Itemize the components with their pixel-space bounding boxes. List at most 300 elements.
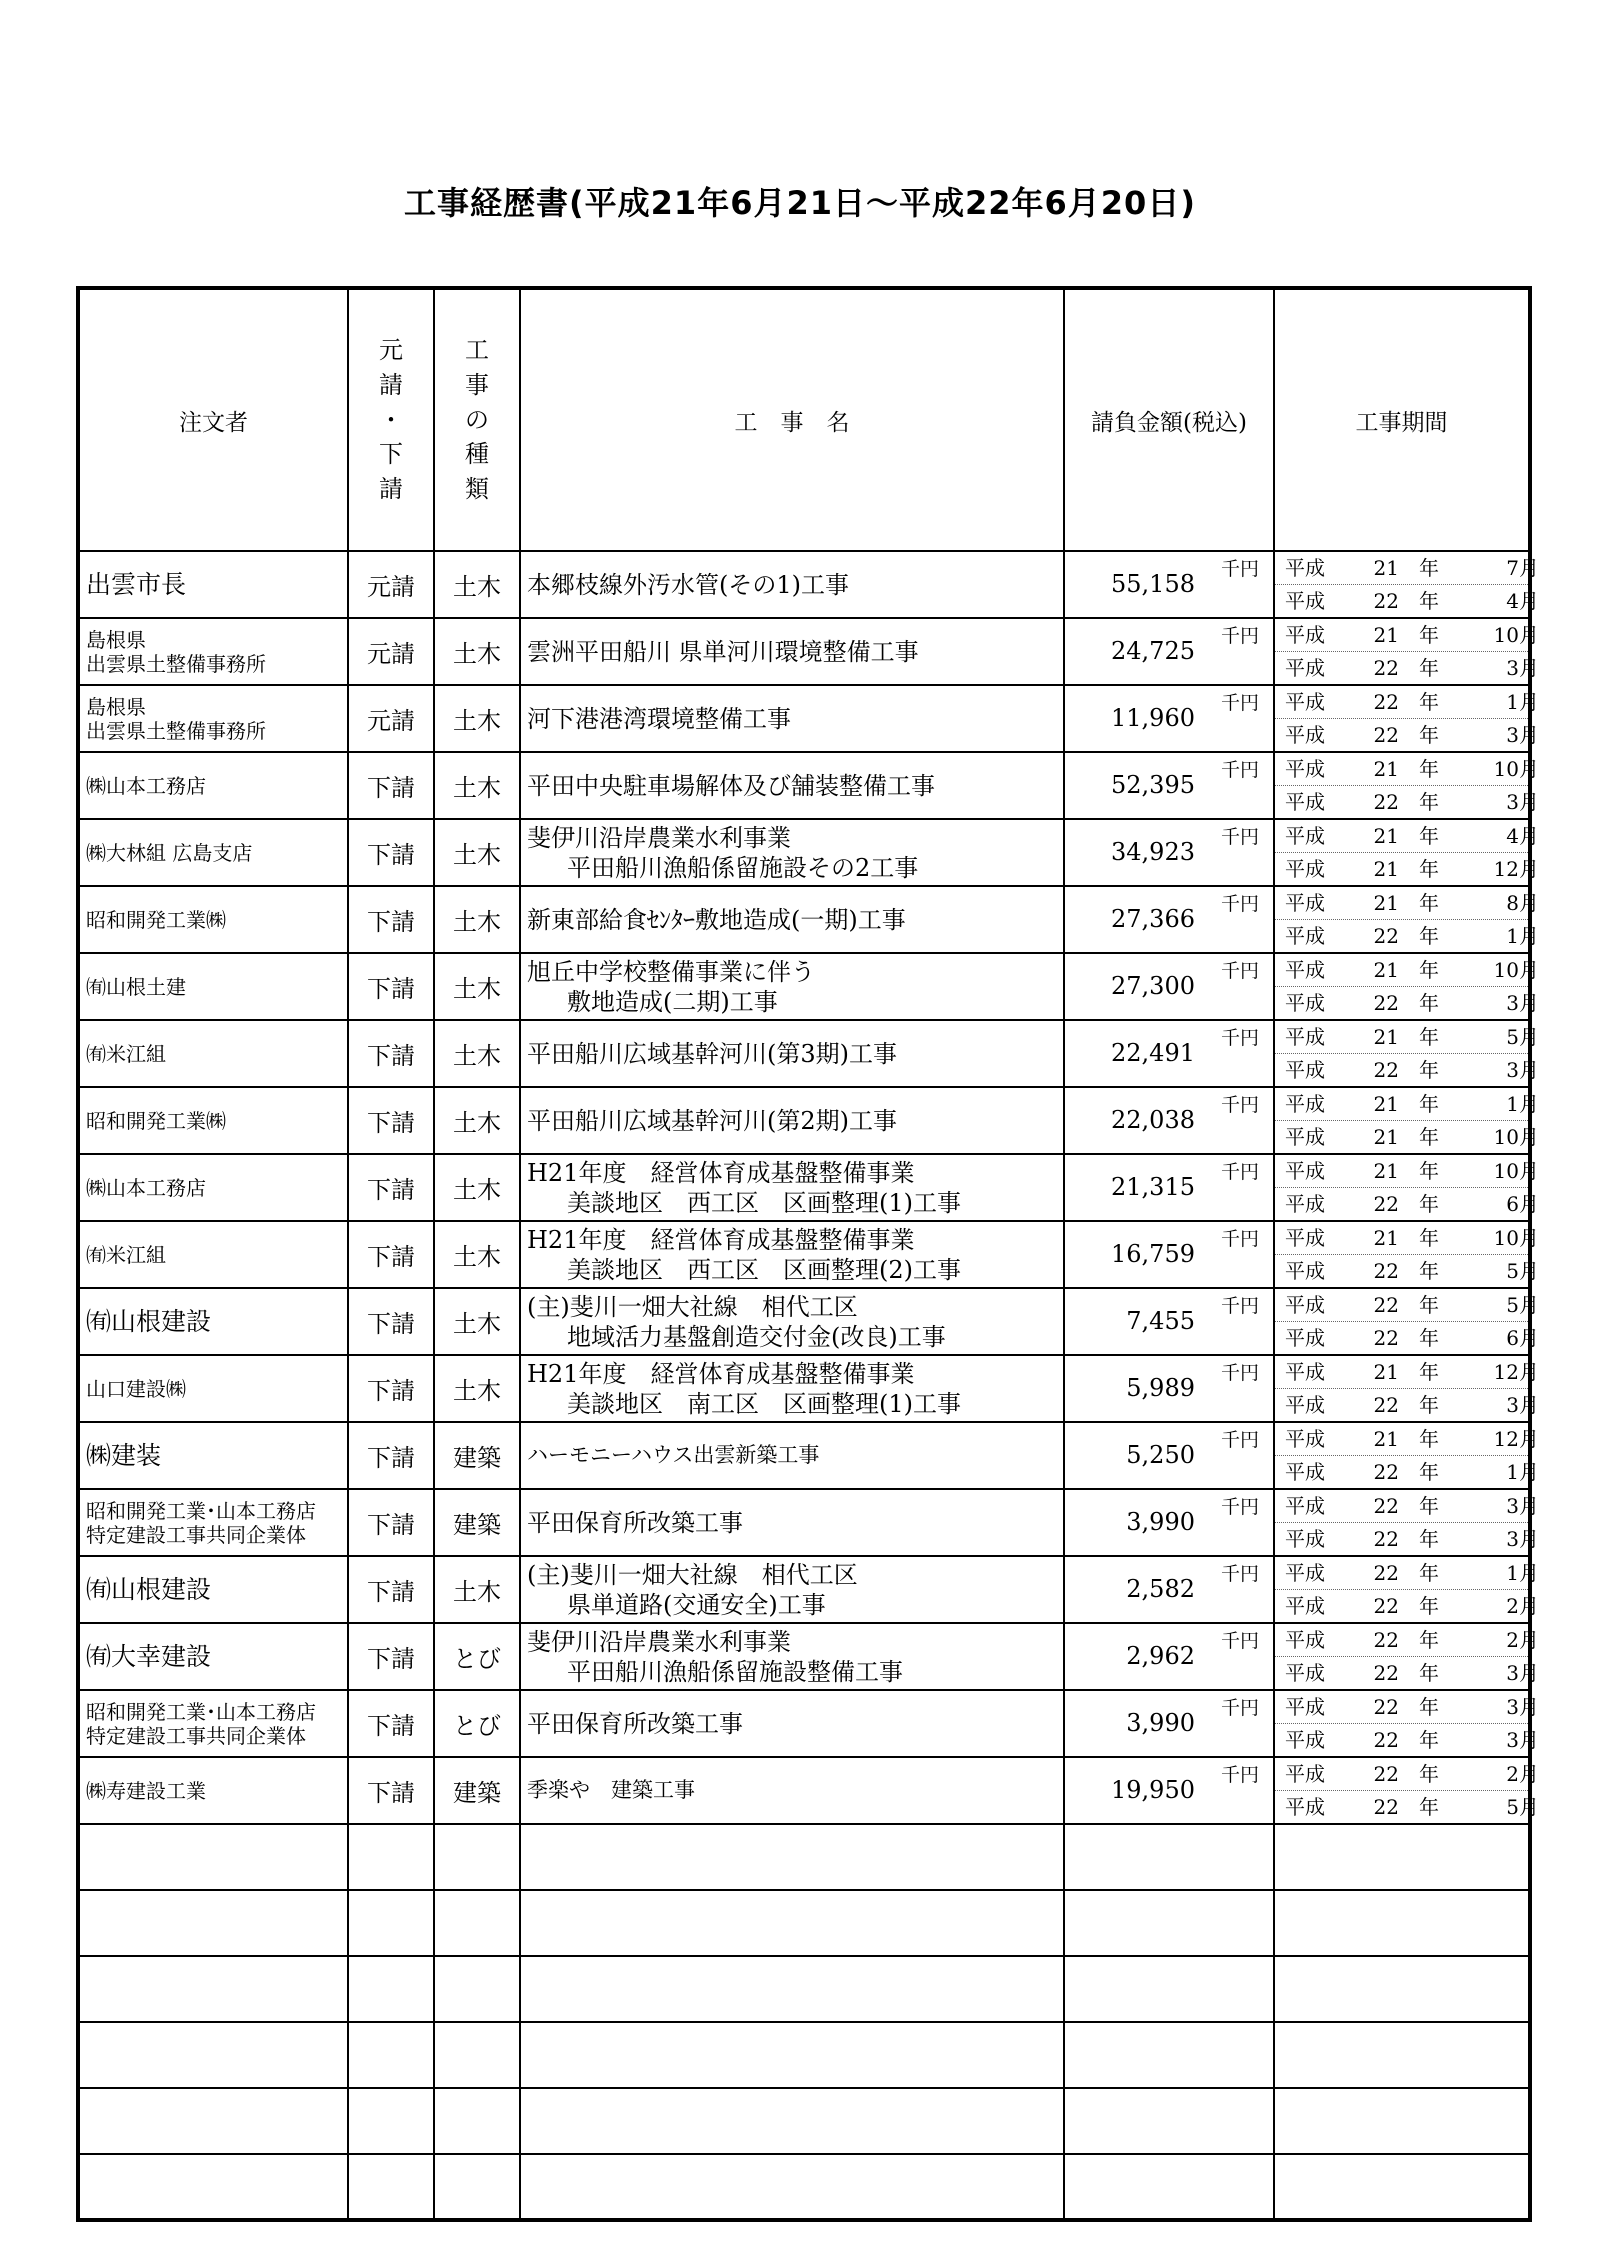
month-value: 2 [1506,1628,1519,1652]
era-label: 平成 [1285,1125,1325,1149]
client-cell [78,886,348,953]
month-value: 5 [1506,1259,1519,1283]
month-value: 10 [1493,1159,1519,1183]
amount-value: 27,300 [1111,972,1195,1000]
month-label: 月 [1519,1628,1539,1652]
project-name-line: H21年度 経営体育成基盤整備事業 [527,1158,915,1187]
period-start [1275,1222,1539,1254]
era-label: 平成 [1285,1561,1325,1585]
empty-cell [520,1890,1064,1956]
amount-unit: 千円 [1220,1295,1259,1317]
contract-type-cell: 元請 [348,551,434,618]
period-cell [1274,752,1539,819]
era-label: 平成 [1285,757,1325,781]
project-name-line: (主)斐川一畑大社線 相代工区 [527,1292,858,1321]
table-row [78,1020,1530,1087]
era-label: 平成 [1285,1226,1325,1250]
month-value: 4 [1506,824,1519,848]
work-kind-cell: 土木 [434,752,520,819]
period-end [1275,1723,1539,1756]
period-start [1275,887,1539,919]
contract-type-cell: 下請 [348,1087,434,1154]
month-label: 月 [1519,1527,1539,1551]
client-cell [78,1288,348,1355]
month-label: 月 [1519,857,1539,881]
client-line: 特定建設工事共同企業体 [86,1723,306,1748]
amount-cell [1064,1020,1274,1087]
empty-cell [1064,2154,1274,2220]
month-value: 3 [1506,991,1519,1015]
year-value: 22 [1373,1561,1399,1585]
month-label: 月 [1519,1293,1539,1317]
amount-unit: 千円 [1220,625,1259,647]
empty-cell [78,2088,348,2154]
empty-row [78,1890,1530,1956]
empty-cell [1274,2154,1530,2220]
year-label: 年 [1419,1460,1439,1484]
client-cell [78,618,348,685]
work-kind-cell: 土木 [434,1556,520,1623]
year-value: 22 [1373,1494,1399,1518]
table-row [78,685,1530,752]
month-label: 月 [1519,1058,1539,1082]
amount-value: 24,725 [1111,637,1195,665]
empty-cell [520,2154,1064,2220]
table-row [78,1355,1530,1422]
header-amount: 請負金額(税込) [1064,288,1274,551]
period-end [1275,718,1539,751]
month-label: 月 [1519,757,1539,781]
era-label: 平成 [1285,891,1325,915]
table-row [78,752,1530,819]
year-label: 年 [1419,857,1439,881]
era-label: 平成 [1285,1527,1325,1551]
year-label: 年 [1419,1594,1439,1618]
period-end [1275,1388,1539,1421]
era-label: 平成 [1285,1025,1325,1049]
work-kind-cell: 土木 [434,685,520,752]
year-label: 年 [1419,1360,1439,1384]
table-row [78,1623,1530,1690]
empty-cell [78,1890,348,1956]
period-end [1275,785,1539,818]
year-label: 年 [1419,1125,1439,1149]
header-work-kind [434,288,520,551]
year-label: 年 [1419,790,1439,814]
era-label: 平成 [1285,1293,1325,1317]
empty-cell [1064,1956,1274,2022]
contract-type-char: 元 [379,336,403,364]
year-value: 22 [1373,1058,1399,1082]
period-start [1275,1557,1539,1589]
contract-type-cell: 下請 [348,1422,434,1489]
year-value: 22 [1373,1762,1399,1786]
month-label: 月 [1519,589,1539,613]
client-line: ㈲米江組 [86,1041,166,1066]
year-value: 22 [1373,1594,1399,1618]
year-label: 年 [1419,1661,1439,1685]
client-cell [78,953,348,1020]
year-label: 年 [1419,1527,1439,1551]
year-label: 年 [1419,1762,1439,1786]
year-value: 21 [1373,757,1399,781]
document-title: 工事経歴書(平成21年6月21日～平成22年6月20日) [404,184,1196,222]
month-value: 1 [1506,924,1519,948]
client-cell [78,1489,348,1556]
project-name-cell [520,886,1064,953]
client-cell [78,1690,348,1757]
month-value: 3 [1506,1661,1519,1685]
empty-row [78,2154,1530,2220]
amount-cell [1064,1288,1274,1355]
period-cell [1274,1757,1539,1824]
period-cell [1274,886,1539,953]
empty-cell [1274,2022,1530,2088]
year-label: 年 [1419,1192,1439,1216]
month-value: 10 [1493,1125,1519,1149]
amount-value: 27,366 [1111,905,1195,933]
amount-value: 5,989 [1126,1374,1195,1402]
client-line: 山口建設㈱ [86,1376,186,1401]
client-line: ㈲米江組 [86,1242,166,1267]
era-label: 平成 [1285,1628,1325,1652]
era-label: 平成 [1285,623,1325,647]
amount-value: 5,250 [1126,1441,1195,1469]
period-start [1275,1088,1539,1120]
era-label: 平成 [1285,1393,1325,1417]
project-name-line: 雲洲平田船川 県単河川環境整備工事 [527,637,919,666]
period-end [1275,1187,1539,1220]
table-row [78,886,1530,953]
year-value: 21 [1373,1427,1399,1451]
month-value: 12 [1493,1427,1519,1451]
client-line: 昭和開発工業㈱ [86,907,226,932]
month-label: 月 [1519,623,1539,647]
month-value: 8 [1506,891,1519,915]
project-name-cell [520,819,1064,886]
amount-cell [1064,1757,1274,1824]
year-label: 年 [1419,757,1439,781]
client-line: ㈱山本工務店 [86,773,206,798]
amount-unit: 千円 [1220,692,1259,714]
month-value: 4 [1506,589,1519,613]
year-value: 22 [1373,924,1399,948]
month-label: 月 [1519,1025,1539,1049]
empty-cell [348,2022,434,2088]
work-kind-cell: 土木 [434,618,520,685]
period-start [1275,1423,1539,1455]
table-row [78,1757,1530,1824]
client-cell [78,685,348,752]
client-cell [78,1623,348,1690]
month-value: 6 [1506,1192,1519,1216]
month-label: 月 [1519,1494,1539,1518]
year-value: 22 [1373,1728,1399,1752]
year-value: 21 [1373,556,1399,580]
amount-cell [1064,1489,1274,1556]
year-label: 年 [1419,1561,1439,1585]
year-label: 年 [1419,1628,1439,1652]
amount-unit: 千円 [1220,1630,1259,1652]
period-cell [1274,1489,1539,1556]
project-name-line: 平田船川広域基幹河川(第2期)工事 [527,1106,897,1135]
project-name-cell [520,1288,1064,1355]
period-cell [1274,819,1539,886]
amount-unit: 千円 [1220,1697,1259,1719]
year-value: 22 [1373,991,1399,1015]
year-label: 年 [1419,991,1439,1015]
table-row [78,819,1530,886]
era-label: 平成 [1285,723,1325,747]
project-name-cell [520,618,1064,685]
client-line: ㈱山本工務店 [86,1175,206,1200]
era-label: 平成 [1285,824,1325,848]
period-cell [1274,1288,1539,1355]
year-value: 21 [1373,958,1399,982]
client-line: ㈱建装 [86,1440,162,1470]
era-label: 平成 [1285,1259,1325,1283]
period-end [1275,1790,1539,1823]
month-value: 3 [1506,1728,1519,1752]
month-label: 月 [1519,556,1539,580]
year-label: 年 [1419,1728,1439,1752]
project-name-line: 平田船川漁船係留施設整備工事 [567,1657,903,1686]
project-name-line: 河下港港湾環境整備工事 [527,704,791,733]
year-value: 22 [1373,790,1399,814]
contract-type-cell: 下請 [348,1020,434,1087]
year-value: 21 [1373,1360,1399,1384]
empty-cell [434,1824,520,1890]
month-value: 1 [1506,1092,1519,1116]
year-label: 年 [1419,1494,1439,1518]
client-line: ㈲山根土建 [86,974,186,999]
header-project-name: 工 事 名 [520,288,1064,551]
empty-cell [348,1890,434,1956]
year-value: 21 [1373,623,1399,647]
project-name-line: 平田船川漁船係留施設その2工事 [567,853,919,882]
amount-cell [1064,1221,1274,1288]
period-start [1275,1155,1539,1187]
table-row [78,1489,1530,1556]
month-label: 月 [1519,824,1539,848]
project-name-cell [520,1623,1064,1690]
header-row [78,288,1530,551]
empty-row [78,2088,1530,2154]
period-cell [1274,1221,1539,1288]
header-contract-type [348,288,434,551]
era-label: 平成 [1285,1326,1325,1350]
era-label: 平成 [1285,1594,1325,1618]
project-name-cell [520,1489,1064,1556]
project-name-cell [520,1154,1064,1221]
project-name-line: 美談地区 西工区 区画整理(2)工事 [567,1255,961,1284]
month-label: 月 [1519,1762,1539,1786]
work-kind-cell: 土木 [434,953,520,1020]
amount-cell [1064,1087,1274,1154]
period-cell [1274,1422,1539,1489]
empty-cell [520,2088,1064,2154]
month-label: 月 [1519,690,1539,714]
work-kind-cell: 土木 [434,1154,520,1221]
table-row [78,1422,1530,1489]
era-label: 平成 [1285,924,1325,948]
period-start [1275,1356,1539,1388]
month-value: 10 [1493,1226,1519,1250]
year-value: 22 [1373,1393,1399,1417]
year-label: 年 [1419,556,1439,580]
period-end [1275,1589,1539,1622]
month-label: 月 [1519,891,1539,915]
month-value: 12 [1493,1360,1519,1384]
project-name-cell [520,1221,1064,1288]
era-label: 平成 [1285,656,1325,680]
empty-cell [434,2022,520,2088]
month-label: 月 [1519,1427,1539,1451]
project-name-line: 新東部給食ｾﾝﾀｰ敷地造成(一期)工事 [527,905,906,934]
month-label: 月 [1519,1728,1539,1752]
table-row [78,1556,1530,1623]
client-line: ㈱寿建設工業 [86,1778,206,1803]
period-end [1275,651,1539,684]
amount-cell [1064,618,1274,685]
year-value: 21 [1373,1125,1399,1149]
month-value: 1 [1506,1561,1519,1585]
period-start [1275,1289,1539,1321]
month-label: 月 [1519,723,1539,747]
contract-type-cell: 下請 [348,752,434,819]
month-label: 月 [1519,1159,1539,1183]
client-cell [78,1221,348,1288]
year-label: 年 [1419,723,1439,747]
amount-unit: 千円 [1220,1362,1259,1384]
project-name-cell [520,551,1064,618]
period-start [1275,820,1539,852]
era-label: 平成 [1285,1092,1325,1116]
period-start [1275,954,1539,986]
work-kind-cell: 建築 [434,1757,520,1824]
period-end [1275,1254,1539,1287]
era-label: 平成 [1285,690,1325,714]
empty-cell [434,2154,520,2220]
month-label: 月 [1519,656,1539,680]
work-kind-char: の [465,405,489,434]
empty-cell [78,1956,348,2022]
table-row [78,1221,1530,1288]
empty-cell [434,1890,520,1956]
client-cell [78,551,348,618]
empty-cell [434,2088,520,2154]
project-name-line: 季楽や 建築工事 [527,1778,695,1803]
contract-type-cell: 下請 [348,1556,434,1623]
year-label: 年 [1419,1393,1439,1417]
amount-cell [1064,1690,1274,1757]
year-value: 22 [1373,1259,1399,1283]
contract-type-cell: 下請 [348,1489,434,1556]
era-label: 平成 [1285,790,1325,814]
amount-cell [1064,1154,1274,1221]
empty-cell [1064,1824,1274,1890]
client-cell [78,1154,348,1221]
amount-value: 55,158 [1111,570,1195,598]
period-cell [1274,685,1539,752]
amount-unit: 千円 [1220,826,1259,848]
month-value: 12 [1493,857,1519,881]
project-name-line: 旭丘中学校整備事業に伴う [527,957,815,986]
project-name-cell [520,1020,1064,1087]
period-end [1275,1053,1539,1086]
table-row [78,1154,1530,1221]
client-line: 島根県 [86,627,146,652]
table-row [78,1087,1530,1154]
work-kind-cell: 土木 [434,1020,520,1087]
amount-unit: 千円 [1220,759,1259,781]
year-value: 22 [1373,1661,1399,1685]
project-name-cell [520,1087,1064,1154]
work-kind-cell: 建築 [434,1489,520,1556]
contract-type-cell: 下請 [348,1154,434,1221]
empty-cell [348,1956,434,2022]
month-value: 5 [1506,1293,1519,1317]
client-line: ㈱大林組 広島支店 [86,840,253,865]
project-name-cell [520,1556,1064,1623]
year-label: 年 [1419,1159,1439,1183]
project-name-cell [520,953,1064,1020]
amount-cell [1064,1355,1274,1422]
month-label: 月 [1519,1259,1539,1283]
year-label: 年 [1419,656,1439,680]
project-name-line: 県単道路(交通安全)工事 [567,1590,826,1619]
year-label: 年 [1419,891,1439,915]
project-name-line: 平田船川広域基幹河川(第3期)工事 [527,1039,897,1068]
period-cell [1274,1154,1539,1221]
amount-value: 3,990 [1126,1709,1195,1737]
contract-type-cell: 下請 [348,1288,434,1355]
project-name-line: 本郷枝線外汚水管(その1)工事 [527,570,849,599]
period-cell [1274,1087,1539,1154]
work-kind-cell: 土木 [434,1221,520,1288]
contract-type-char: 下 [379,440,403,469]
period-start [1275,753,1539,785]
work-kind-cell: 土木 [434,1355,520,1422]
project-name-line: 斐伊川沿岸農業水利事業 [527,1627,791,1656]
era-label: 平成 [1285,556,1325,580]
year-value: 21 [1373,1092,1399,1116]
work-kind-char: 種 [465,440,489,469]
amount-cell [1064,819,1274,886]
month-value: 10 [1493,623,1519,647]
empty-cell [520,2022,1064,2088]
year-value: 22 [1373,589,1399,613]
amount-cell [1064,1556,1274,1623]
year-value: 21 [1373,857,1399,881]
work-kind-char: 事 [465,370,489,399]
period-end [1275,852,1539,885]
era-label: 平成 [1285,1494,1325,1518]
empty-cell [1274,1956,1530,2022]
era-label: 平成 [1285,1192,1325,1216]
month-label: 月 [1519,1393,1539,1417]
table-row [78,618,1530,685]
construction-history-table [76,286,1539,2222]
client-line: 特定建設工事共同企業体 [86,1522,306,1547]
table-row [78,953,1530,1020]
year-value: 22 [1373,1695,1399,1719]
year-label: 年 [1419,1427,1439,1451]
contract-type-cell: 下請 [348,1690,434,1757]
year-value: 21 [1373,824,1399,848]
year-label: 年 [1419,924,1439,948]
year-label: 年 [1419,1259,1439,1283]
